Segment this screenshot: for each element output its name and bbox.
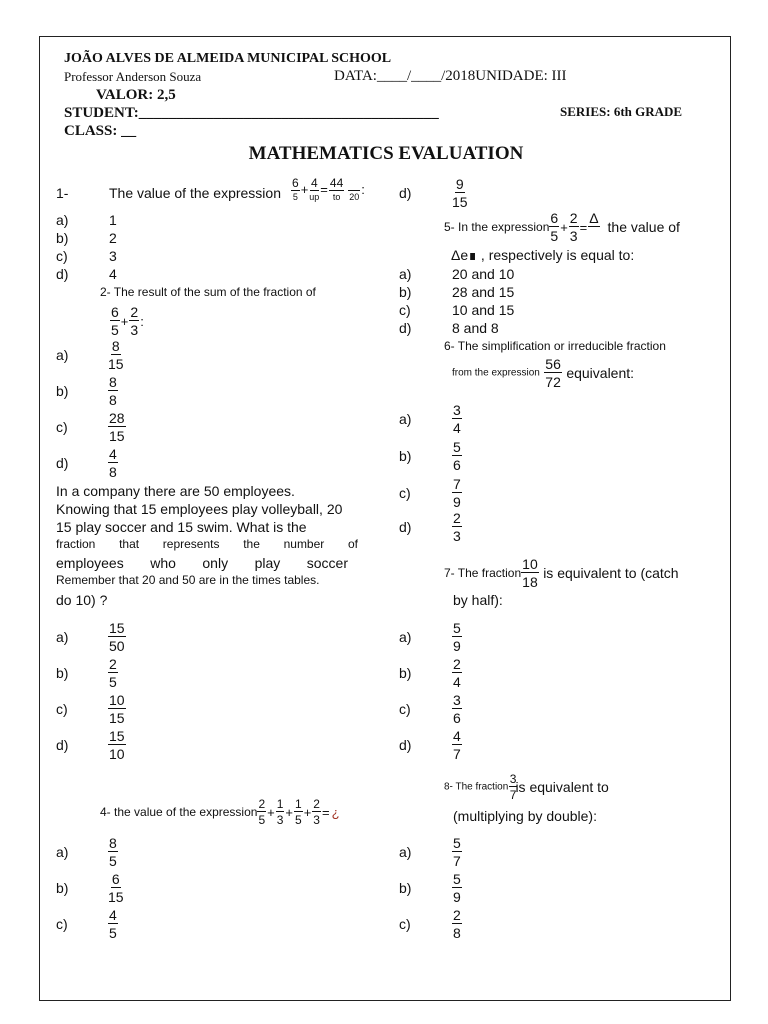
- page-title: MATHEMATICS EVALUATION: [248, 143, 524, 164]
- q4-option-a-label[interactable]: a): [56, 844, 69, 860]
- q3-option-d-label[interactable]: d): [56, 737, 69, 753]
- q2-option-d-value: $\frac{4}{8}$: [109, 446, 117, 480]
- q2-expression: $\frac{6}{5}$ + $\frac{2}{3}$ :: [111, 304, 144, 338]
- q1-text: The value of the expression: [109, 185, 281, 201]
- q8-option-a-label[interactable]: a): [399, 844, 412, 860]
- q5-prompt: 5- In the expression $\frac{6}{5}$ + $\frac{2}{3}$ = Δ the value of: [444, 210, 680, 244]
- q3-line-5: employees who only play soccer: [56, 555, 348, 571]
- q1-option-b-label[interactable]: b): [56, 230, 69, 246]
- q4-option-b-value: $\frac{6}{15}$: [108, 871, 124, 905]
- q8-option-b-value: $\frac{5}{9}$: [453, 871, 461, 905]
- q7-option-b-label[interactable]: b): [399, 665, 412, 681]
- q1-option-a-label[interactable]: a): [56, 212, 69, 228]
- q7-option-d-value: $\frac{4}{7}$: [453, 728, 461, 762]
- q3-option-c-value: $\frac{10}{15}$: [109, 692, 125, 726]
- q7-prompt: 7- The fraction $\frac{10}{18}$ is equivalent to (catch: [444, 556, 679, 590]
- q3-option-c-label[interactable]: c): [56, 701, 68, 717]
- exam-sheet: [39, 36, 731, 1001]
- q5-option-d-label[interactable]: d): [399, 320, 412, 336]
- q2-option-c-value: $\frac{28}{15}$: [109, 410, 125, 444]
- q1-option-b-value: 2: [109, 230, 117, 246]
- q3-option-b-value: $\frac{2}{5}$: [109, 656, 117, 690]
- q7-line-2: by half):: [453, 592, 503, 608]
- q5-option-a-label[interactable]: a): [399, 266, 412, 282]
- q3-line-1: In a company there are 50 employees.: [56, 483, 295, 499]
- q6-option-b-label[interactable]: b): [399, 448, 412, 464]
- q8-prompt: 8- The fraction $\frac{3}{7}$ is equivalent to: [444, 772, 609, 802]
- q4-option-b-label[interactable]: b): [56, 880, 69, 896]
- q1-option-c-value: 3: [109, 248, 117, 264]
- q3-option-d-value: $\frac{15}{10}$: [109, 728, 125, 762]
- q6-option-d-label[interactable]: d): [399, 519, 412, 535]
- q6-option-c-label[interactable]: c): [399, 485, 411, 501]
- q6-option-a-value: $\frac{3}{4}$: [453, 402, 461, 436]
- q3-line-3: 15 play soccer and 15 swim. What is the: [56, 519, 307, 535]
- q6-text: 6- The simplification or irreducible fraction: [444, 339, 666, 353]
- q2-option-d-label[interactable]: d): [56, 455, 69, 471]
- q3-line-7: do 10) ?: [56, 592, 108, 608]
- q5-option-b-label[interactable]: b): [399, 284, 412, 300]
- q3-line-2: Knowing that 15 employees play volleyball, 20: [56, 501, 343, 517]
- q5-line-2: Δe∎ , respectively is equal to:: [451, 247, 635, 263]
- q7-option-d-label[interactable]: d): [399, 737, 412, 753]
- q7-option-c-label[interactable]: c): [399, 701, 411, 717]
- student-field: STUDENT:________________________________________: [64, 105, 439, 121]
- q4-option-c-label[interactable]: c): [56, 916, 68, 932]
- q2-option-b-label[interactable]: b): [56, 383, 69, 399]
- q6-line-2: from the expression $\frac{56}{72}$ equivalent:: [452, 356, 635, 390]
- q2-option-a-label[interactable]: a): [56, 347, 69, 363]
- q1-expression: $\frac{6}{5}$ + $\frac{4}{up}$ = $\frac{44}{to}$ 20 :: [292, 176, 365, 202]
- q2-text: 2- The result of the sum of the fraction of: [100, 285, 316, 299]
- q2-option-a-value: $\frac{8}{15}$: [108, 338, 124, 372]
- q5-option-a-value: 20 and 10: [452, 266, 515, 282]
- q3-option-a-value: $\frac{15}{50}$: [109, 620, 125, 654]
- q6-option-b-value: $\frac{5}{6}$: [453, 439, 461, 473]
- q1-option-d-label: d): [399, 185, 412, 201]
- q8-line-2: (multiplying by double):: [453, 808, 597, 824]
- date-field: DATA:____/____/2018UNIDADE: III: [334, 68, 567, 84]
- value-label: VALOR: 2,5: [96, 87, 176, 103]
- q8-option-c-label[interactable]: c): [399, 916, 411, 932]
- q7-option-c-value: $\frac{3}{6}$: [453, 692, 461, 726]
- q1-option-d-value: 4: [109, 266, 117, 282]
- q4-option-a-value: $\frac{8}{5}$: [109, 835, 117, 869]
- q7-option-b-value: $\frac{2}{4}$: [453, 656, 461, 690]
- q7-option-a-value: $\frac{5}{9}$: [453, 620, 461, 654]
- q7-option-a-label[interactable]: a): [399, 629, 412, 645]
- q3-option-a-label[interactable]: a): [56, 629, 69, 645]
- q5-option-d-value: 8 and 8: [452, 320, 499, 336]
- q8-option-b-label[interactable]: b): [399, 880, 412, 896]
- q6-option-a-label[interactable]: a): [399, 411, 412, 427]
- q4-option-c-value: $\frac{4}{5}$: [109, 907, 117, 941]
- q5-option-c-label[interactable]: c): [399, 302, 411, 318]
- q8-option-a-value: $\frac{5}{7}$: [453, 835, 461, 869]
- q1-option-d-value: $\frac{9}{15}$: [452, 176, 468, 210]
- q1-option-d-label[interactable]: d): [56, 266, 69, 282]
- q2-option-c-label[interactable]: c): [56, 419, 68, 435]
- q1-option-c-label[interactable]: c): [56, 248, 68, 264]
- q1-option-a-value: 1: [109, 212, 117, 228]
- q5-option-b-value: 28 and 15: [452, 284, 515, 300]
- class-field: CLASS: __: [64, 123, 137, 139]
- q5-option-c-value: 10 and 15: [452, 302, 515, 318]
- series-label: SERIES: 6th GRADE: [560, 104, 683, 119]
- q8-option-c-value: $\frac{2}{8}$: [453, 907, 461, 941]
- q6-option-d-value: $\frac{2}{3}$: [453, 510, 461, 544]
- q1-number: 1-: [56, 185, 69, 201]
- professor-name: Professor Anderson Souza: [64, 69, 202, 84]
- q3-line-4: fraction that represents the number of: [56, 537, 358, 551]
- q6-option-c-value: $\frac{7}{9}$: [453, 476, 461, 510]
- q3-line-6: Remember that 20 and 50 are in the times tables.: [56, 573, 320, 587]
- q4-prompt: 4- the value of the expression $\frac{2}{5}$ + $\frac{1}{3}$ + $\frac{1}{5}$ + $\frac{2}{3}$ = ¿: [100, 797, 340, 827]
- school-name: JOÃO ALVES DE ALMEIDA MUNICIPAL SCHOOL: [64, 51, 392, 66]
- q3-option-b-label[interactable]: b): [56, 665, 69, 681]
- q2-option-b-value: $\frac{8}{8}$: [109, 374, 117, 408]
